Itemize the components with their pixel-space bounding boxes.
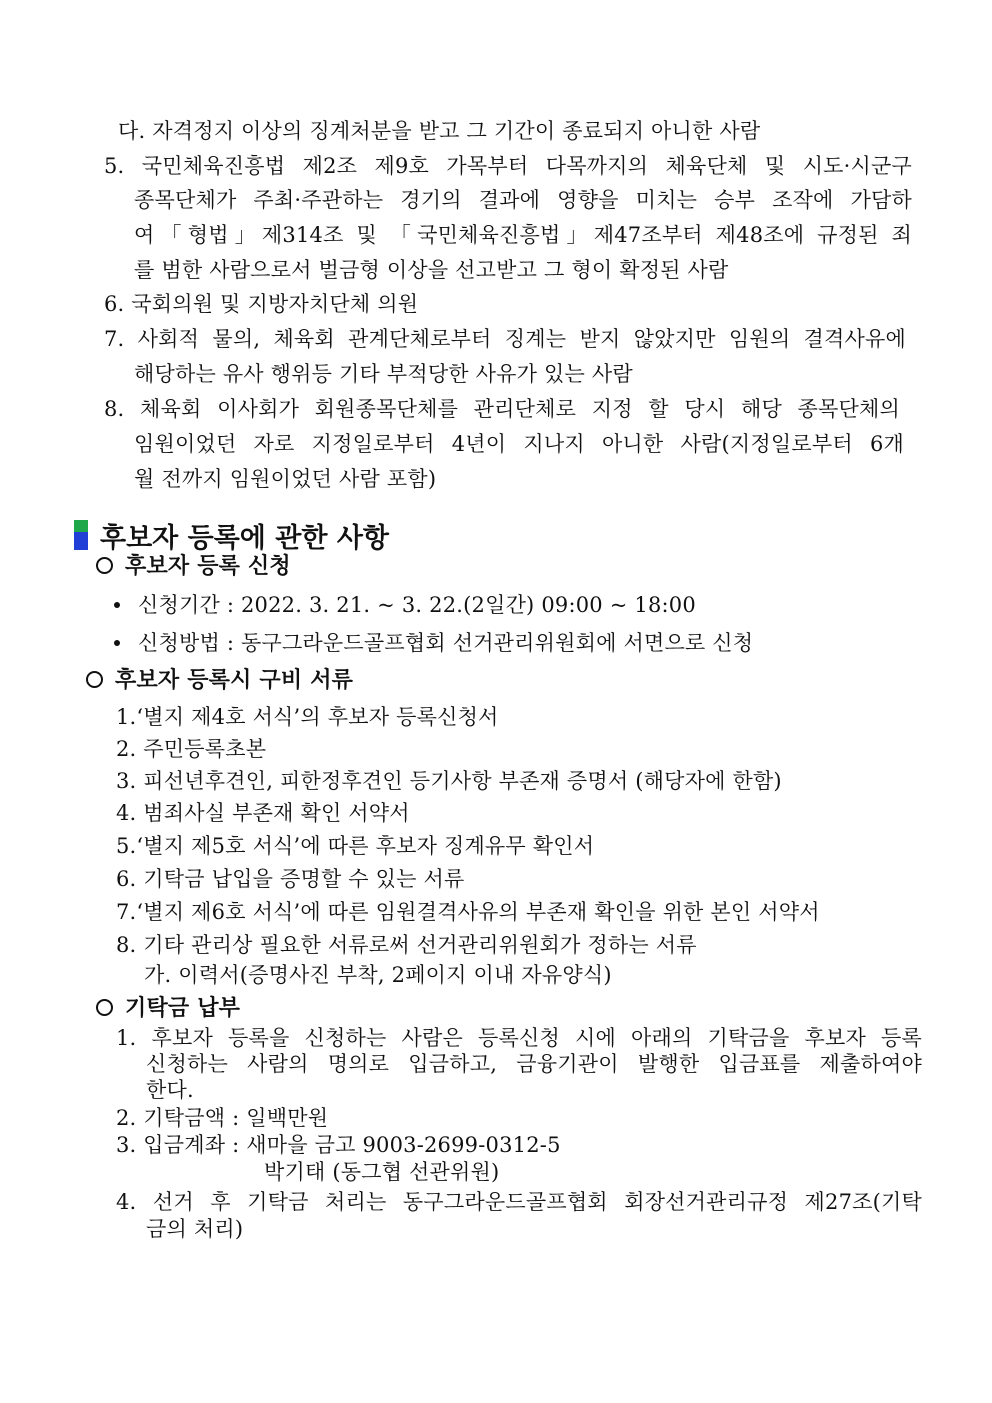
disqualification-item-5-line3: 여「형법」제314조 및 「국민체육진흥법」제47조부터 제48조에 규정된 죄 (134, 223, 912, 247)
document-item-7: 7.‘별지 제6호 서식’에 따른 임원결격사유의 부존재 확인을 위한 본인 서약서 (116, 900, 820, 924)
disqualification-item-6: 6. 국회의원 및 지방자치단체 의원 (104, 292, 419, 316)
circle-bullet-icon (96, 557, 113, 574)
document-item-8: 8. 기타 관리상 필요한 서류로써 선거관리위원회가 정하는 서류 (116, 933, 697, 957)
circle-bullet-icon (96, 999, 113, 1016)
application-period (114, 592, 696, 618)
bullet-icon (114, 602, 120, 608)
section-heading (74, 518, 389, 552)
document-item-2: 2. 주민등록초본 (116, 737, 267, 761)
disqualification-item-da: 다. 자격정지 이상의 징계처분을 받고 그 기간이 종료되지 아니한 사람 (118, 119, 761, 143)
application-method-text: 신청방법 : 동구그라운드골프협회 선거관리위원회에 서면으로 신청 (138, 631, 754, 655)
disqualification-item-7-line1: 7. 사회적 물의, 체육회 관계단체로부터 징계는 받지 않았지만 임원의 결격사유에 (104, 327, 906, 351)
deposit-item-3: 3. 입금계좌 : 새마을 금고 9003-2699-0312-5 (116, 1133, 561, 1157)
documents-subheading (86, 668, 353, 694)
disqualification-item-8-line1: 8. 체육회 이사회가 회원종목단체를 관리단체로 지정 할 당시 해당 종목단체의 (104, 397, 900, 421)
document-item-6: 6. 기탁금 납입을 증명할 수 있는 서류 (116, 867, 465, 891)
circle-bullet-icon (86, 671, 103, 688)
application-period-text: 신청기간 : 2022. 3. 21. ~ 3. 22.(2일간) 09:00 ~ 18:00 (138, 593, 696, 617)
disqualification-item-8-line2: 임원이었던 자로 지정일로부터 4년이 지나지 아니한 사람(지정일로부터 6개 (134, 432, 904, 456)
application-title: 후보자 등록 신청 (125, 554, 291, 579)
deposit-item-1-line3: 한다. (146, 1078, 194, 1102)
deposit-item-1-line2: 신청하는 사람의 명의로 입금하고, 금융기관이 발행한 입금표를 제출하여야 (146, 1052, 922, 1076)
heading-marker-icon (74, 520, 88, 550)
deposit-item-1-line1: 1. 후보자 등록을 신청하는 사람은 등록신청 시에 아래의 기탁금을 후보자 등록 (116, 1026, 922, 1050)
deposit-item-4-line2: 금의 처리) (146, 1217, 244, 1241)
document-item-5: 5.‘별지 제5호 서식’에 따른 후보자 징계유무 확인서 (116, 834, 595, 858)
application-subheading (96, 554, 291, 580)
deposit-subheading (96, 996, 240, 1022)
deposit-title: 기탁금 납부 (125, 996, 241, 1021)
deposit-item-4-line1: 4. 선거 후 기탁금 처리는 동구그라운드골프협회 회장선거관리규정 제27조(기탁 (116, 1190, 922, 1214)
document-sub-item-ga: 가. 이력서(증명사진 부착, 2페이지 이내 자유양식) (144, 963, 612, 987)
disqualification-item-7-line2: 해당하는 유사 행위등 기타 부적당한 사유가 있는 사람 (134, 362, 633, 386)
document-item-4: 4. 범죄사실 부존재 확인 서약서 (116, 801, 410, 825)
application-method (114, 630, 753, 656)
disqualification-item-5-line1: 5. 국민체육진흥법 제2조 제9호 가목부터 다목까지의 체육단체 및 시도·시군구 (104, 154, 912, 178)
section-heading-text: 후보자 등록에 관한 사항 (100, 522, 390, 554)
document-item-1: 1.‘별지 제4호 서식’의 후보자 등록신청서 (116, 705, 499, 729)
bullet-icon (114, 640, 120, 646)
deposit-account-holder: 박기태 (동그협 선관위원) (264, 1160, 500, 1184)
disqualification-item-5-line2: 종목단체가 주최·주관하는 경기의 결과에 영향을 미치는 승부 조작에 가담하 (134, 188, 912, 212)
disqualification-item-8-line3: 월 전까지 임원이었던 사람 포함) (134, 467, 437, 491)
deposit-item-2: 2. 기탁금액 : 일백만원 (116, 1106, 329, 1130)
document-item-3: 3. 피선년후견인, 피한정후견인 등기사항 부존재 증명서 (해당자에 한함) (116, 769, 782, 793)
disqualification-item-5-line4: 를 범한 사람으로서 벌금형 이상을 선고받고 그 형이 확정된 사람 (134, 258, 729, 282)
documents-title: 후보자 등록시 구비 서류 (115, 668, 354, 693)
